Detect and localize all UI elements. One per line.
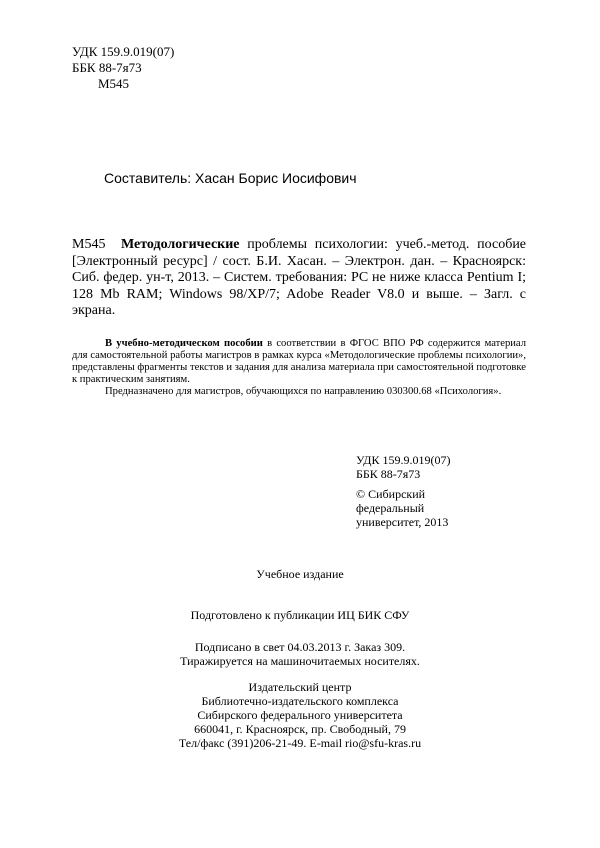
copyright-line: © Сибирский bbox=[356, 487, 426, 501]
bib-code: М545 bbox=[72, 237, 106, 252]
bibliographic-record bbox=[72, 237, 526, 320]
replicated-line: Тиражируется на машиночитаемых носителях. bbox=[180, 654, 420, 668]
publisher-line: Тел/факс (391)206-21-49. E-mail rio@sfu-kras.ru bbox=[178, 736, 422, 750]
bib-title: Методологические bbox=[120, 237, 240, 252]
copyright-line: федеральный bbox=[356, 501, 425, 515]
bib-description: проблемы психологии: учеб.-метод. пособие [Электронный ресурс] / сост. Б.И. Хасан. – Электрон. дан. – Красноярск: Сиб. федер. ун-т, 2013. – Систем. требования: PC не ниже класса Pentium I; 128 Mb RAM; Windows 98/XP/7; Adobe Reader V8.0 и выше. – Загл. с экрана. bbox=[72, 237, 527, 318]
annotation-main bbox=[72, 338, 526, 386]
annotation-purpose: Предназначено для магистров, обучающихся по направлению 030300.68 «Психология». bbox=[105, 386, 502, 397]
edition-type: Учебное издание bbox=[256, 567, 344, 581]
annotation-text: в соответствии в ФГОС ВПО РФ содержится материал для самостоятельной работы магистров в рамках курса «Методологические проблемы психологии», представлены фрагменты текстов и задания для анализа материала при самостоятельной подготовке к практическим занятиям. bbox=[72, 338, 527, 385]
annotation bbox=[72, 338, 526, 398]
publisher-line: 660041, г. Красноярск, пр. Свободный, 79 bbox=[194, 722, 406, 736]
author-mark: М545 bbox=[98, 76, 130, 91]
publisher-line: Издательский центр bbox=[248, 680, 352, 694]
composer-line: Составитель: Хасан Борис Иосифович bbox=[104, 170, 357, 186]
signed-line: Подписано в свет 04.03.2013 г. Заказ 309. bbox=[194, 640, 406, 654]
udk-code: УДК 159.9.019(07) bbox=[72, 44, 175, 59]
annotation-lead: В учебно-методическом пособии bbox=[105, 338, 263, 349]
publication-info bbox=[0, 640, 600, 668]
header-classification-codes bbox=[72, 44, 174, 92]
copyright-block bbox=[356, 487, 448, 529]
right-classification-codes bbox=[356, 453, 450, 481]
publisher-line: Сибирского федерального университета bbox=[197, 708, 403, 722]
publisher-block bbox=[0, 680, 600, 750]
prepared-line: Подготовлено к публикации ИЦ БИК СФУ bbox=[190, 608, 410, 622]
copyright-line: университет, 2013 bbox=[356, 515, 449, 529]
publisher-line: Библиотечно-издательского комплекса bbox=[201, 694, 399, 708]
bbk-code-right: ББК 88-7я73 bbox=[356, 467, 421, 481]
udk-code-right: УДК 159.9.019(07) bbox=[356, 453, 451, 467]
bbk-code: ББК 88-7я73 bbox=[72, 60, 142, 75]
